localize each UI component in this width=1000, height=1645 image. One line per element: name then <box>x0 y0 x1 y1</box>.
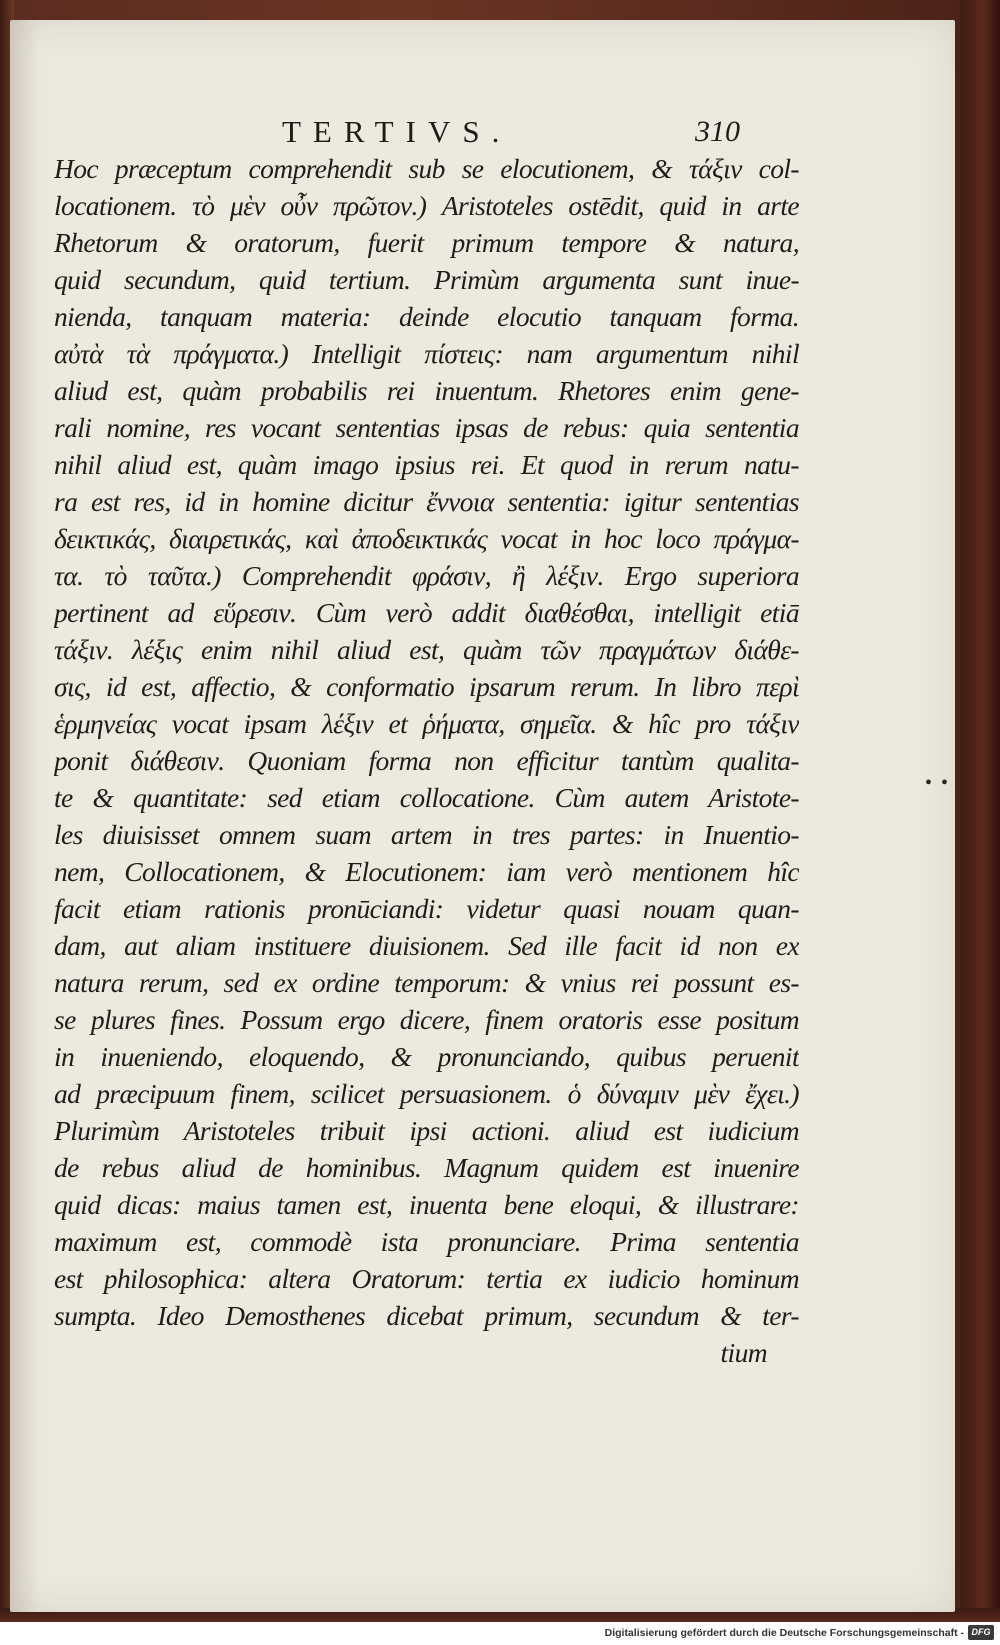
text-line: nem, Collocationem, & Elocutionem: iam verò mentionem hîc <box>54 856 799 887</box>
text-line: nienda, tanquam materia: deinde elocutio tanquam forma. <box>54 301 799 332</box>
text-line: Rhetorum & oratorum, fuerit primum tempore & natura, <box>54 227 799 258</box>
text-line: ἑρμηνείας vocat ipsam λέξιν et ῥήματα, σημεῖα. & hîc pro τάξιν <box>54 708 799 739</box>
text-line: ra est res, id in homine dicitur ἔννοια sententia: igitur sententias <box>54 486 799 517</box>
text-line: τα. τὸ ταῦτα.) Comprehendit φράσιν, ἢ λέξιν. Ergo superiora <box>54 560 799 591</box>
text-line: dam, aut aliam instituere diuisionem. Sed ille facit id non ex <box>54 930 799 961</box>
text-block <box>54 150 799 1371</box>
margin-mark: • • <box>925 772 951 794</box>
dfg-logo: DFG <box>968 1625 994 1640</box>
text-line: ponit διάθεσιν. Quoniam forma non efficitur tantùm qualita- <box>54 745 799 776</box>
text-line: ad præcipuum finem, scilicet persuasionem. ὁ δύναμιν μὲν ἔχει.) <box>54 1078 799 1109</box>
text-line: Plurimùm Aristoteles tribuit ipsi actioni. aliud est iudicium <box>54 1115 799 1146</box>
text-line: αὐτὰ τὰ πράγματα.) Intelligit πίστεις: nam argumentum nihil <box>54 338 799 369</box>
paper-gutter-shade <box>10 20 40 1612</box>
text-line: les diuisisset omnem suam artem in tres partes: in Inuentio- <box>54 819 799 850</box>
text-line: τάξιν. λέξις enim nihil aliud est, quàm τῶν πραγμάτων διάθε- <box>54 634 799 665</box>
text-line: facit etiam rationis pronūciandi: videtur quasi nouam quan- <box>54 893 799 924</box>
text-line: sumpta. Ideo Demosthenes dicebat primum, secundum & ter- <box>54 1300 799 1331</box>
text-line: maximum est, commodè ista pronunciare. Prima sententia <box>54 1226 799 1257</box>
text-line: δεικτικάς, διαιρετικάς, καὶ ἀποδεικτικάς vocat in hoc loco πράγμα- <box>54 523 799 554</box>
text-line: locationem. τὸ μὲν οὖν πρῶτον.) Aristoteles ostēdit, quid in arte <box>54 190 799 221</box>
text-line: Hoc præceptum comprehendit sub se elocutionem, & τάξιν col- <box>54 153 799 184</box>
text-line: rali nomine, res vocant sententias ipsas de rebus: quia sententia <box>54 412 799 443</box>
text-line: nihil aliud est, quàm imago ipsius rei. Et quod in rerum natu- <box>54 449 799 480</box>
catchword: tium <box>720 1337 767 1368</box>
text-line: quid dicas: maius tamen est, inuenta bene eloqui, & illustrare: <box>54 1189 799 1220</box>
text-line: σις, id est, affectio, & conformatio ipsarum rerum. In libro περὶ <box>54 671 799 702</box>
running-head: TERTIVS. <box>282 114 512 149</box>
funding-credit: Digitalisierung gefördert durch die Deutsche Forschungsgemeinschaft - <box>604 1627 964 1639</box>
text-line: pertinent ad εὕρεσιν. Cùm verò addit διαθέσθαι, intelligit etiā <box>54 597 799 628</box>
text-line: quid secundum, quid tertium. Primùm argumenta sunt inue- <box>54 264 799 295</box>
digitization-footer <box>0 1622 1000 1645</box>
text-line: natura rerum, sed ex ordine temporum: & vnius rei possunt es- <box>54 967 799 998</box>
page-paper <box>10 20 955 1612</box>
page-number: 310 <box>695 115 740 148</box>
book-right-edge <box>960 0 1000 1622</box>
text-line: se plures fines. Possum ergo dicere, finem oratoris esse positum <box>54 1004 799 1035</box>
text-line: te & quantitate: sed etiam collocatione. Cùm autem Aristote- <box>54 782 799 813</box>
page-header <box>10 112 955 152</box>
text-line: in inueniendo, eloquendo, & pronunciando, quibus peruenit <box>54 1041 799 1072</box>
text-line: aliud est, quàm probabilis rei inuentum. Rhetores enim gene- <box>54 375 799 406</box>
text-line: est philosophica: altera Oratorum: tertia ex iudicio hominum <box>54 1263 799 1294</box>
text-line: de rebus aliud de hominibus. Magnum quidem est inuenire <box>54 1152 799 1183</box>
